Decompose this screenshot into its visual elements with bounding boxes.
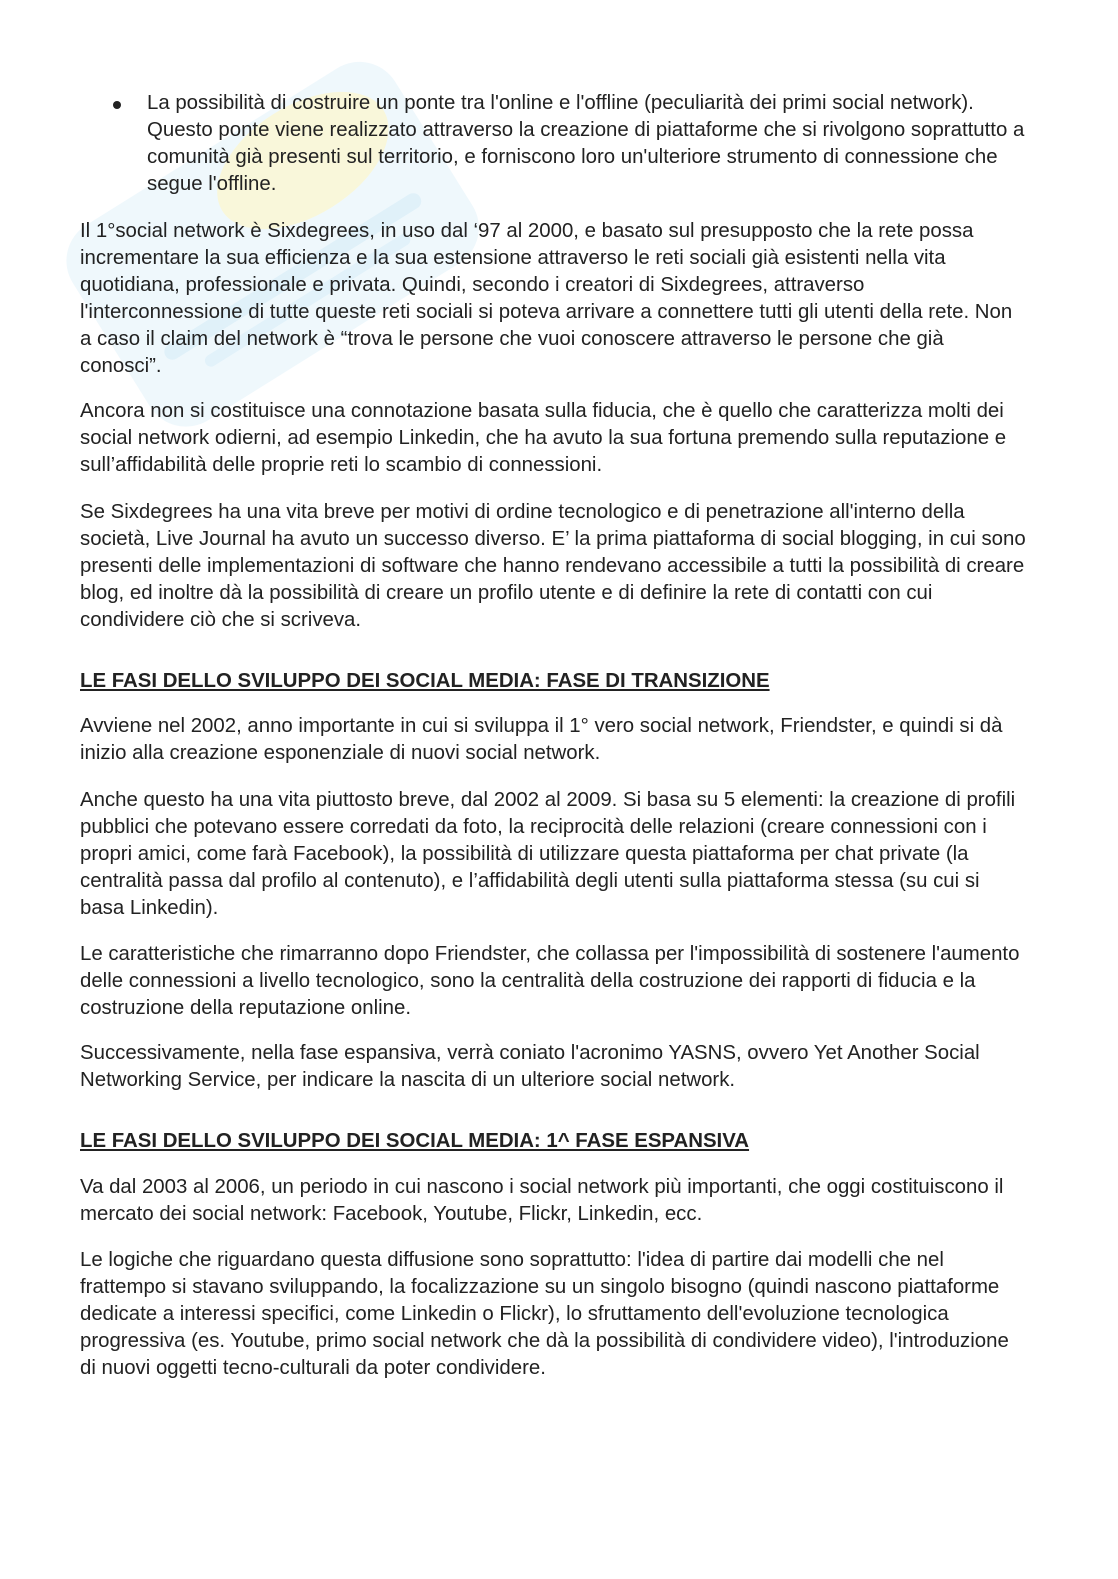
paragraph-yasns — [80, 1040, 980, 1094]
paragraph-line: quotidiana, professionale e privata. Quindi, secondo i creatori di Sixdegrees, attraverso — [80, 274, 865, 296]
paragraph-line: inizio alla creazione esponenziale di nuovi social network. — [80, 742, 601, 764]
paragraph-line: Va dal 2003 al 2006, un periodo in cui nascono i social network più importanti, che oggi costituiscono il — [80, 1176, 1004, 1198]
paragraph-friendster — [80, 713, 1002, 767]
paragraph-sixdegrees — [80, 218, 1012, 380]
paragraph-line: basa Linkedin). — [80, 897, 219, 919]
paragraph-line: Avviene nel 2002, anno importante in cui si sviluppa il 1° vero social network, Friendster, e quindi si dà — [80, 715, 1003, 737]
paragraph-line: Le caratteristiche che rimarranno dopo Friendster, che collassa per l'impossibilità di sostenere l'aumento — [80, 943, 1020, 965]
paragraph-line: pubblici che potevano essere corredati da foto, la reciprocità delle relazioni (creare connessioni con i — [80, 816, 987, 838]
paragraph-line: società, Live Journal ha avuto un successo diverso. E’ la prima piattaforma di social blogging, in cui sono — [80, 528, 1026, 550]
bullet-line: Questo ponte viene realizzato attraverso la creazione di piattaforme che si rivolgono soprattutto a — [147, 119, 1025, 141]
paragraph-line: centralità passa dal profilo al contenuto), e l’affidabilità degli utenti sulla piattaforma stessa (su cui si — [80, 870, 980, 892]
paragraph-line: conosci”. — [80, 355, 162, 377]
paragraph-line: Se Sixdegrees ha una vita breve per motivi di ordine tecnologico e di penetrazione all'interno della — [80, 501, 965, 523]
paragraph-line: Il 1°social network è Sixdegrees, in uso dal ‘97 al 2000, e basato sul presupposto che la rete possa — [80, 220, 974, 242]
section-heading-transizione — [80, 668, 770, 695]
paragraph-line: propri amici, come farà Facebook), la possibilità di utilizzare questa piattaforma per chat private (la — [80, 843, 969, 865]
paragraph-line: presenti delle implementazioni di software che hanno rendevano accessibile a tutti la possibilità di creare — [80, 555, 1025, 577]
paragraph-line: Networking Service, per indicare la nascita di un ulteriore social network. — [80, 1069, 736, 1091]
paragraph-line: dedicate a interessi specifici, come Linkedin o Flickr), lo sfruttamento dell'evoluzione tecnologica — [80, 1303, 949, 1325]
paragraph-line: blog, ed inoltre dà la possibilità di creare un profilo utente e di definire la rete di contatti con cui — [80, 582, 933, 604]
paragraph-line: Ancora non si costituisce una connotazione basata sulla fiducia, che è quello che caratterizza molti dei — [80, 400, 1004, 422]
paragraph-line: sull’affidabilità delle proprie reti lo scambio di connessioni. — [80, 454, 603, 476]
bullet-list — [0, 90, 1118, 198]
paragraph-line: delle connessioni a livello tecnologico, sono la centralità della costruzione dei rapporti di fiducia e la — [80, 970, 976, 992]
heading-text: LE FASI DELLO SVILUPPO DEI SOCIAL MEDIA: 1^ FASE ESPANSIVA — [80, 1130, 750, 1152]
paragraph-periodo — [80, 1174, 1003, 1228]
section-heading-espansiva — [80, 1128, 749, 1155]
bullet-icon — [113, 101, 121, 109]
paragraph-line: Le logiche che riguardano questa diffusione sono soprattutto: l'idea di partire dai modelli che nel — [80, 1249, 944, 1271]
paragraph-line: frattempo si stavano sviluppando, la focalizzazione su un singolo bisogno (quindi nascono piattaforme — [80, 1276, 1000, 1298]
paragraph-line: mercato dei social network: Facebook, Youtube, Flickr, Linkedin, ecc. — [80, 1203, 703, 1225]
paragraph-fiducia — [80, 398, 1006, 479]
paragraph-line: condividere ciò che si scriveva. — [80, 609, 362, 631]
paragraph-line: a caso il claim del network è “trova le persone che vuoi conoscere attraverso le persone che già — [80, 328, 944, 350]
bullet-line: comunità già presenti sul territorio, e forniscono loro un'ulteriore strumento di connessione che — [147, 146, 998, 168]
paragraph-line: incrementare la sua efficienza e la sua estensione attraverso le reti sociali già esistenti nella vita — [80, 247, 946, 269]
paragraph-line: di nuovi oggetti tecno-culturali da poter condividere. — [80, 1357, 546, 1379]
paragraph-line: progressiva (es. Youtube, primo social network che dà la possibilità di condividere video), l'introduzione — [80, 1330, 1009, 1352]
heading-text: LE FASI DELLO SVILUPPO DEI SOCIAL MEDIA: FASE DI TRANSIZIONE — [80, 670, 770, 692]
paragraph-line: social network odierni, ad esempio Linkedin, che ha avuto la sua fortuna premendo sulla reputazione e — [80, 427, 1007, 449]
paragraph-caratteristiche — [80, 941, 1019, 1022]
paragraph-line: costruzione della reputazione online. — [80, 997, 411, 1019]
bullet-line: segue l'offline. — [147, 173, 277, 195]
paragraph-live-journal — [80, 499, 1026, 634]
paragraph-line: l'interconnessione di tutte queste reti sociali si poteva arrivare a connettere tutti gli utenti della rete. Non — [80, 301, 1013, 323]
paragraph-line: Anche questo ha una vita piuttosto breve, dal 2002 al 2009. Si basa su 5 elementi: la creazione di profili — [80, 789, 1016, 811]
bullet-line: La possibilità di costruire un ponte tra l'online e l'offline (peculiarità dei primi social network). — [147, 92, 974, 114]
paragraph-logiche — [80, 1247, 1009, 1382]
bullet-item-text — [0, 90, 1118, 198]
paragraph-elementi — [80, 787, 1015, 922]
paragraph-line: Successivamente, nella fase espansiva, verrà coniato l'acronimo YASNS, ovvero Yet Another Social — [80, 1042, 980, 1064]
